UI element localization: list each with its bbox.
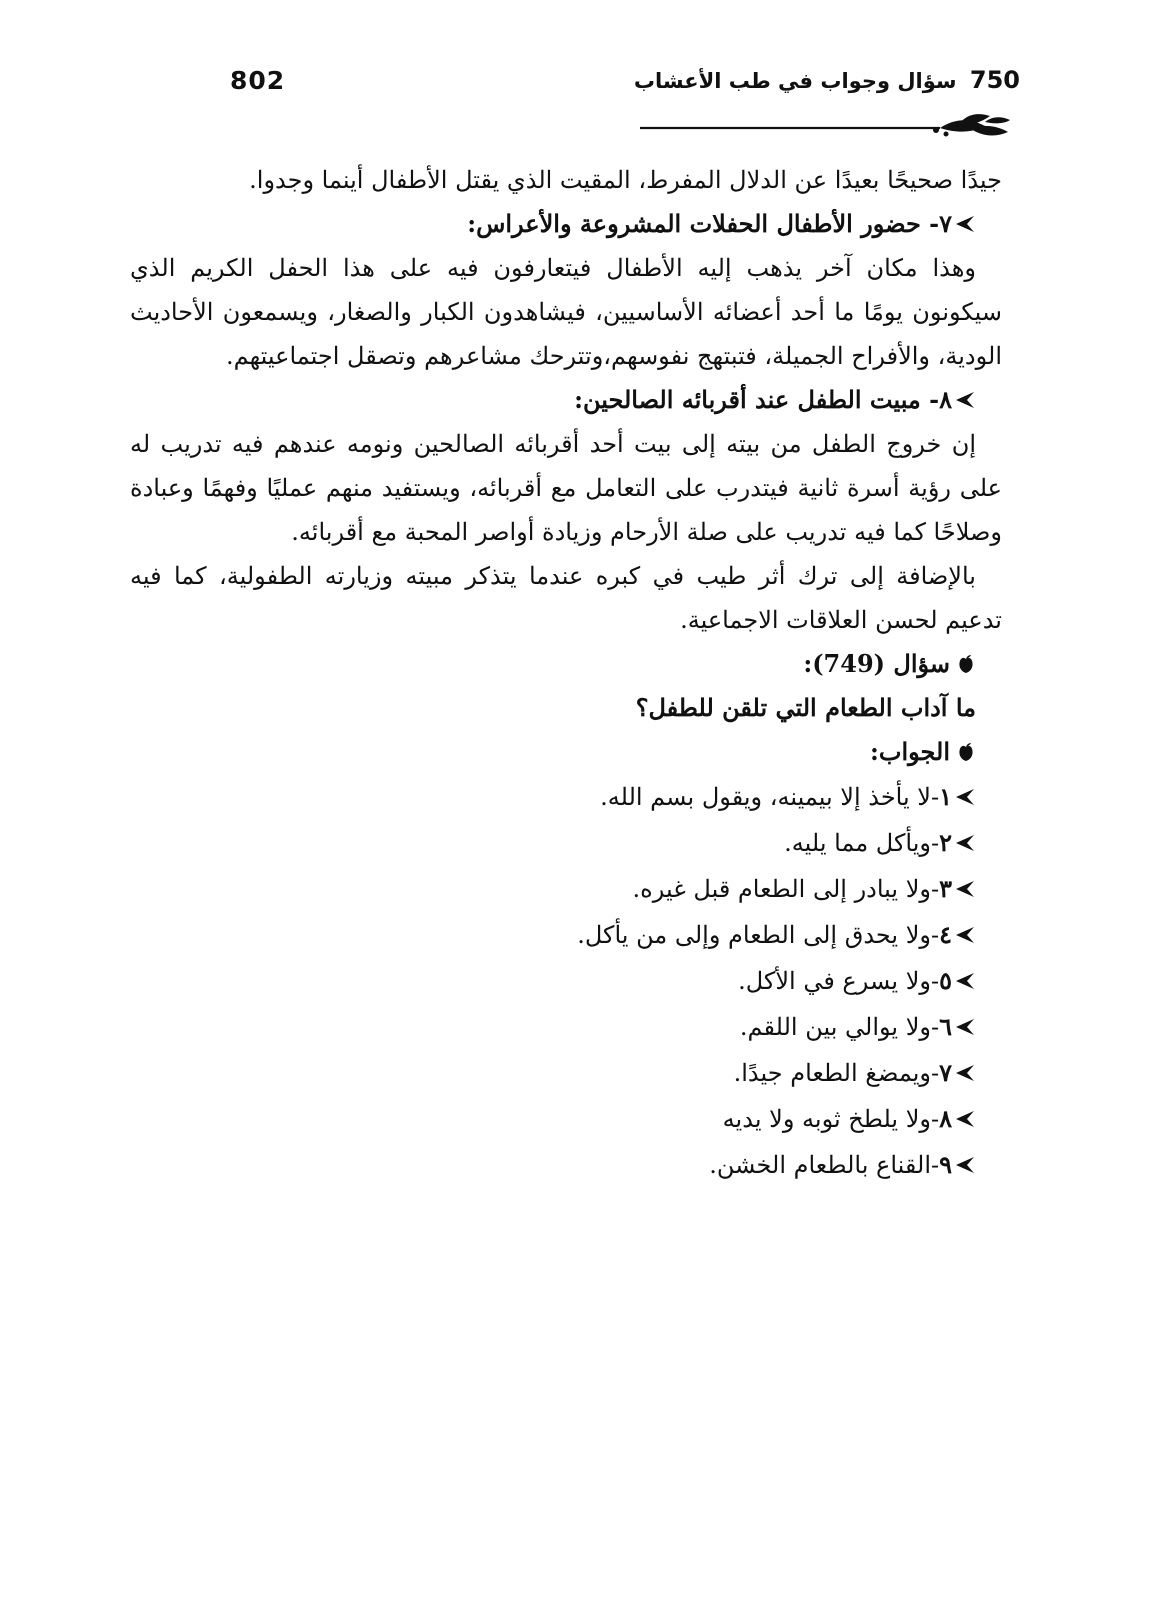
- list-item-text: -ويأكل مما يليه.: [784, 829, 940, 857]
- list-item-number: ٨: [939, 1104, 952, 1133]
- answer-label: الجواب: [878, 737, 950, 766]
- list-item: [130, 912, 976, 958]
- arrow-marker-icon: [954, 787, 976, 807]
- answer-list: [130, 774, 1002, 1188]
- list-item-text: -ويمضغ الطعام جيدًا.: [733, 1059, 940, 1087]
- section-7-paragraph: وهذا مكان آخر يذهب إليه الأطفال فيتعارفون فيه على هذا الحفل الكريم الذي سيكونون يومًا ما أحد أعضائه الأساسيين، فيشاهدون الكبار والصغار، ويسمعون الأحاديث الودية، والأفراح الجميلة، فتبتهج نفوسهم،وتترحك مشاعرهم وتصقل اجتماعيتهم.: [130, 254, 1002, 370]
- list-item: [130, 1004, 976, 1050]
- herb-ornament-icon: [640, 112, 1020, 140]
- list-item-number: ٦: [939, 1012, 952, 1041]
- list-item-text: -القناع بالطعام الخشن.: [709, 1151, 940, 1179]
- answer-suffix: :: [870, 737, 879, 766]
- continuation-paragraph: جيدًا صحيحًا بعيدًا عن الدلال المفرط، المقيت الذي يقتل الأطفال أينما وجدوا.: [249, 166, 1002, 194]
- section-7-title: - حضور الأطفال الحفلات المشروعة والأعراس:: [467, 209, 940, 238]
- running-title-number: 750: [969, 66, 1020, 94]
- arrow-marker-icon: [954, 925, 976, 945]
- list-item: [130, 774, 976, 820]
- question-text: ما آداب الطعام التي تلقن للطفل؟: [635, 693, 976, 722]
- section-7-heading: [130, 202, 1002, 246]
- list-item-text: -ولا يوالي بين اللقم.: [739, 1013, 940, 1041]
- arrow-marker-icon: [954, 879, 976, 899]
- section-8-paragraph-1: إن خروج الطفل من بيته إلى بيت أحد أقربائه الصالحين ونومه عندهم فيه تدريب له على رؤية أسرة ثانية فيتدرب على التعامل مع أقربائه، ويستفيد منهم عمليًا وفهمًا وعبادة وصلاحًا كما فيه تدريب على صلة الأرحام وزيادة أواصر المحبة مع أقربائه.: [130, 430, 1003, 546]
- list-item-number: ٢: [939, 828, 952, 857]
- arrow-marker-icon: [954, 1155, 976, 1175]
- arrow-marker-icon: [954, 971, 976, 991]
- arrow-marker-icon: [954, 1017, 976, 1037]
- list-item: [130, 1050, 976, 1096]
- list-item: [130, 820, 976, 866]
- list-item-number: ٤: [939, 920, 952, 949]
- list-item-number: ٣: [939, 874, 952, 903]
- question-label: سؤال: [893, 649, 950, 678]
- list-item-number: ٩: [939, 1150, 952, 1179]
- section-8-paragraph-2: بالإضافة إلى ترك أثر طيب في كبره عندما يتذكر مبيته وزيارته الطفولية، كما فيه تدعيم لحسن العلاقات الاجماعية.: [130, 562, 1002, 634]
- arrow-marker-icon: [954, 1063, 976, 1083]
- list-item: [130, 1142, 976, 1188]
- page-number: 802: [230, 66, 286, 95]
- list-item-text: -ولا يحدق إلى الطعام وإلى من يأكل.: [577, 921, 940, 949]
- list-item-text: -لا يأخذ إلا بيمينه، ويقول بسم الله.: [600, 783, 940, 811]
- running-title: [634, 66, 1020, 94]
- section-7-number: ٧: [939, 209, 952, 238]
- arrow-marker-icon: [954, 833, 976, 853]
- answer-label-line: [130, 730, 1002, 774]
- list-item: [130, 958, 976, 1004]
- section-8-title: - مبيت الطفل عند أقربائه الصالحين:: [574, 385, 940, 414]
- page-body: [130, 158, 1002, 1188]
- leaf-bullet-icon: [956, 654, 976, 674]
- section-8-heading: [130, 378, 1002, 422]
- list-item-number: ١: [939, 782, 952, 811]
- section-8-number: ٨: [939, 385, 952, 414]
- arrow-marker-icon: [954, 1109, 976, 1129]
- page-header: [130, 62, 1020, 132]
- list-item-text: -ولا يبادر إلى الطعام قبل غيره.: [632, 875, 940, 903]
- arrow-marker-icon: [954, 214, 976, 234]
- list-item: [130, 866, 976, 912]
- arrow-marker-icon: [954, 390, 976, 410]
- question-suffix: :: [803, 649, 813, 678]
- list-item: [130, 1096, 976, 1142]
- question-label-line: [130, 642, 1002, 686]
- leaf-bullet-icon: [956, 742, 976, 762]
- list-item-number: ٧: [939, 1058, 952, 1087]
- list-item-text: -ولا يسرع في الأكل.: [738, 967, 940, 995]
- question-number: (749): [812, 649, 886, 678]
- list-item-number: ٥: [939, 966, 952, 995]
- running-title-text: سؤال وجواب في طب الأعشاب: [633, 69, 957, 93]
- list-item-text: -ولا يلطخ ثوبه ولا يديه: [722, 1105, 940, 1133]
